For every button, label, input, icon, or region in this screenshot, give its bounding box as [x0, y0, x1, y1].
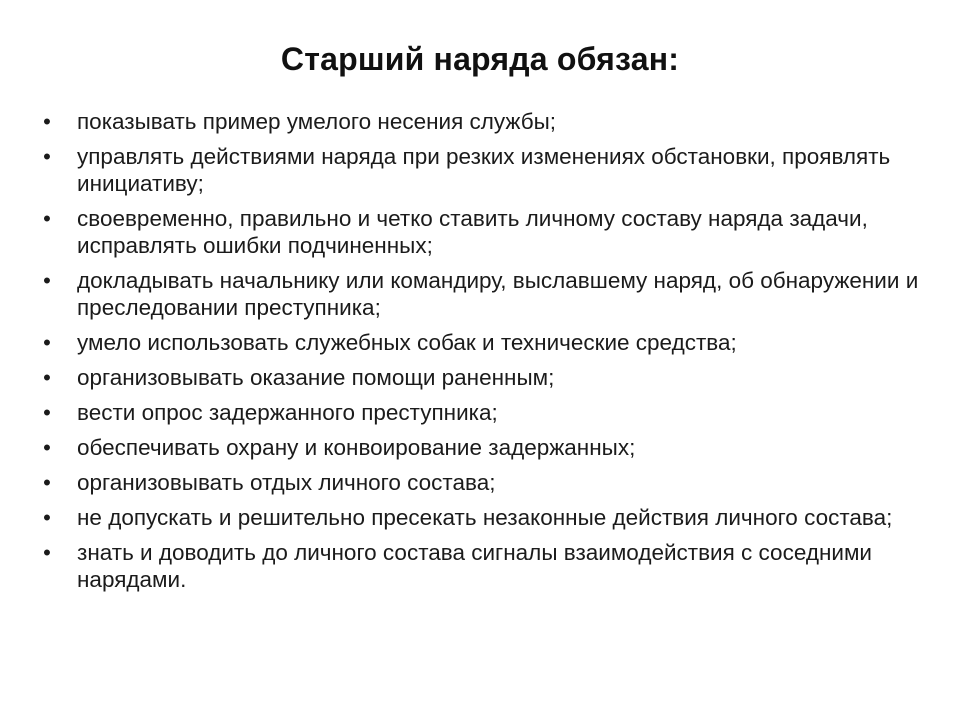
list-item-text: обеспечивать охрану и конвоирование задержанных; [77, 435, 636, 460]
bullet-icon: • [43, 109, 51, 134]
list-item [40, 108, 920, 143]
list-item-text: не допускать и решительно пресекать незаконные действия личного состава; [77, 505, 893, 530]
list-item [40, 399, 920, 434]
bullet-icon: • [43, 470, 51, 495]
bullet-icon: • [43, 330, 51, 355]
list-item [40, 329, 920, 364]
list-item [40, 267, 920, 329]
list-item-text: показывать пример умелого несения службы; [77, 109, 557, 134]
bullet-icon: • [43, 505, 51, 530]
list-item-text: своевременно, правильно и четко ставить личному составу наряда задачи, исправлять ошибки подчиненных; [77, 206, 868, 258]
list-item [40, 539, 920, 601]
list-item [40, 469, 920, 504]
bullet-icon: • [43, 268, 51, 293]
list-item [40, 143, 920, 205]
slide-title: Старший наряда обязан: [280, 41, 680, 77]
list-item [40, 504, 920, 539]
bullet-icon: • [43, 365, 51, 390]
bullet-icon: • [43, 400, 51, 425]
list-item [40, 434, 920, 469]
list-item-text: вести опрос задержанного преступника; [77, 400, 498, 425]
list-item-text: умело использовать служебных собак и технические средства; [77, 330, 737, 355]
duties-list [40, 108, 920, 601]
list-item [40, 364, 920, 399]
list-item [40, 205, 920, 267]
bullet-icon: • [43, 540, 51, 565]
bullet-icon: • [43, 435, 51, 460]
bullet-icon: • [43, 144, 51, 169]
list-item-text: докладывать начальнику или командиру, выславшему наряд, об обнаружении и преследовании преступника; [77, 268, 919, 320]
list-item-text: организовывать отдых личного состава; [77, 470, 496, 495]
list-item-text: знать и доводить до личного состава сигналы взаимодействия с соседними нарядами. [77, 540, 872, 592]
list-item-text: управлять действиями наряда при резких изменениях обстановки, проявлять инициативу; [77, 144, 891, 196]
bullet-icon: • [43, 206, 51, 231]
list-item-text: организовывать оказание помощи раненным; [77, 365, 555, 390]
